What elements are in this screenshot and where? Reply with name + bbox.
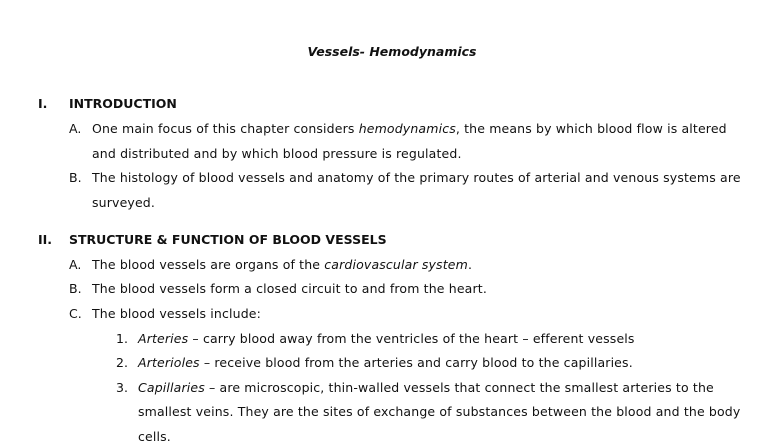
section-heading: INTRODUCTION (69, 96, 177, 111)
item-marker: A. (69, 121, 82, 136)
item-text: The blood vessels form a closed circuit to and from the heart. (92, 281, 487, 296)
item-text-continued: and distributed and by which blood pressure is regulated. (92, 146, 462, 161)
text-run: – are microscopic, thin-walled vessels that connect the smallest arteries to the (204, 380, 714, 395)
item-marker: A. (69, 257, 82, 272)
subitem-text-continued: cells. (138, 429, 171, 444)
emphasis-text: cardiovascular system (324, 257, 468, 272)
subitem-text (138, 355, 633, 370)
emphasis-text: hemodynamics (358, 121, 456, 136)
subitem-text (138, 331, 635, 346)
item-text (92, 257, 472, 272)
item-text: The histology of blood vessels and anatomy of the primary routes of arterial and venous systems are (92, 170, 741, 185)
item-marker: B. (69, 281, 82, 296)
section-number: II. (38, 232, 53, 247)
text-run: – receive blood from the arteries and carry blood to the capillaries. (199, 355, 633, 370)
section-heading: STRUCTURE & FUNCTION OF BLOOD VESSELS (69, 232, 387, 247)
item-text: The blood vessels include: (92, 306, 261, 321)
item-text-continued: surveyed. (92, 195, 156, 210)
subitem-text (138, 380, 714, 395)
section-number: I. (38, 96, 48, 111)
term-text: Arterioles (138, 355, 200, 370)
item-marker: C. (69, 306, 82, 321)
subitem-marker: 3. (116, 380, 128, 395)
subitem-text-continued: smallest veins. They are the sites of exchange of substances between the blood and the body (138, 404, 741, 419)
text-run: The blood vessels are organs of the (92, 257, 325, 272)
subitem-marker: 2. (116, 355, 128, 370)
term-text: Capillaries (138, 380, 205, 395)
item-marker: B. (69, 170, 82, 185)
item-text (92, 121, 727, 136)
text-run: – carry blood away from the ventricles of the heart – efferent vessels (188, 331, 635, 346)
document-title: Vessels- Hemodynamics (307, 44, 477, 59)
subitem-marker: 1. (116, 331, 128, 346)
text-run: . (467, 257, 473, 272)
term-text: Arteries (138, 331, 189, 346)
text-run: , the means by which blood flow is altered (455, 121, 727, 136)
text-run: One main focus of this chapter considers (92, 121, 359, 136)
